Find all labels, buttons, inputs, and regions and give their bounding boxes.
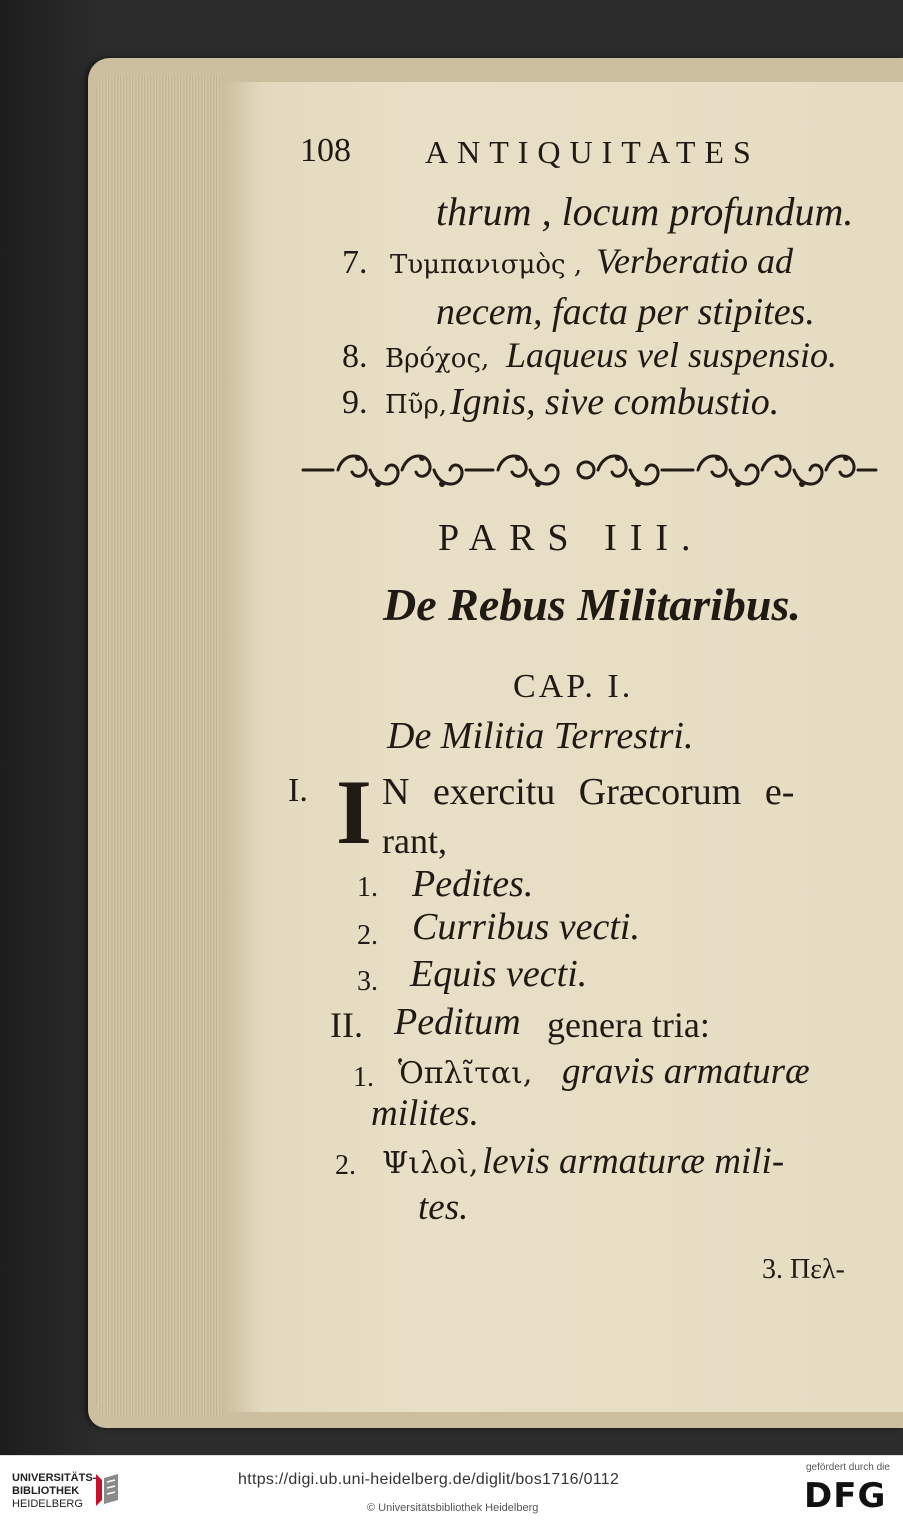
list-item: Equis vecti. <box>410 953 588 995</box>
text-line: gravis armaturæ <box>562 1051 810 1092</box>
section-number: II. <box>330 1005 363 1045</box>
list-number: 8. <box>342 338 368 375</box>
copyright-notice: © Universitätsbibliothek Heidelberg <box>367 1502 539 1514</box>
library-logo-icon <box>92 1470 122 1510</box>
text-line: Ignis, sive combustio. <box>450 381 780 423</box>
greek-term: Τυμπανισμὸς , <box>390 250 583 280</box>
list-number: 3. <box>357 966 378 997</box>
text-line: tes. <box>418 1187 469 1228</box>
section-number: I. <box>288 772 308 809</box>
text-line: Peditum <box>394 1001 521 1043</box>
greek-term: Ψιλοὶ, <box>382 1146 479 1181</box>
text-line: necem, facta per stipites. <box>436 291 815 333</box>
pars-heading: PARS III. <box>438 517 704 559</box>
ornament-band <box>298 440 880 500</box>
greek-term: Βρόχος, <box>385 344 490 374</box>
list-number: 1. <box>357 872 378 903</box>
text-line: Verberatio ad <box>596 241 793 281</box>
funded-by-label: gefördert durch die <box>806 1462 890 1473</box>
drop-cap: I <box>336 761 372 863</box>
list-item: Pedites. <box>412 863 534 905</box>
viewer-footer <box>0 1455 903 1531</box>
pars-subtitle: De Rebus Militaribus. <box>383 579 801 630</box>
catchword: 3. Πελ- <box>762 1254 845 1285</box>
text-line: N exercitu Græcorum e- <box>382 771 795 813</box>
list-item: Curribus vecti. <box>412 906 640 948</box>
library-line: BIBLIOTHEK <box>12 1485 80 1497</box>
permalink-url[interactable]: https://digi.ub.uni-heidelberg.de/diglit/bos1716/0112 <box>238 1471 620 1488</box>
list-number: 2. <box>335 1150 356 1181</box>
list-number: 1. <box>353 1062 374 1093</box>
text-line: rant, <box>382 821 447 861</box>
dfg-logo: DFG <box>804 1476 887 1516</box>
library-line: HEIDELBERG <box>12 1498 83 1510</box>
running-head: ANTIQUITATES <box>425 134 760 170</box>
page-number: 108 <box>300 132 351 169</box>
chapter-subtitle: De Militia Terrestri. <box>387 715 694 757</box>
text-line: thrum , locum profundum. <box>436 189 854 234</box>
greek-term: Ὁπλῖται, <box>398 1056 533 1091</box>
list-number: 2. <box>357 920 378 951</box>
text-line: milites. <box>371 1093 479 1134</box>
list-number: 7. <box>342 244 368 281</box>
chapter-heading: CAP. I. <box>513 668 634 705</box>
library-line: UNIVERSITÄTS- <box>12 1472 97 1484</box>
list-number: 9. <box>342 384 368 421</box>
library-name <box>12 1472 96 1511</box>
text-line: genera tria: <box>547 1005 710 1045</box>
page-edges <box>96 76 226 1416</box>
text-line: Laqueus vel suspensio. <box>506 335 837 375</box>
text-line: levis armaturæ mili- <box>482 1141 785 1182</box>
greek-term: Πῦρ, <box>385 390 448 420</box>
